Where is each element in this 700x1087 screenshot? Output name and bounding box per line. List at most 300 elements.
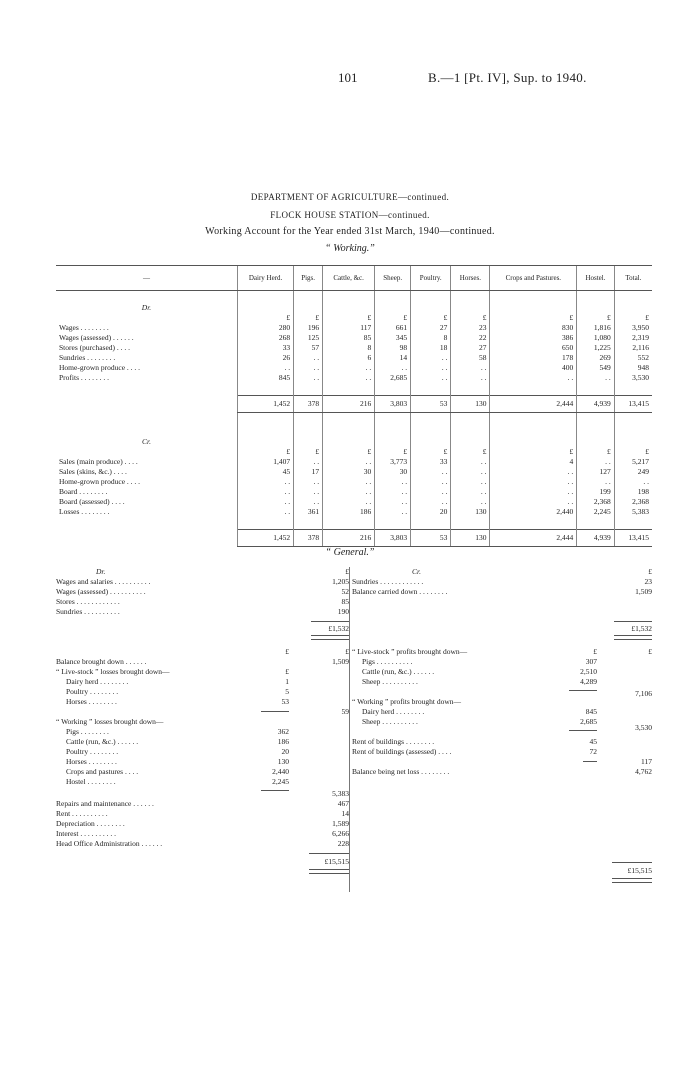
working-dr-cell: . . [375,363,411,373]
working-cr-cell: . . [451,457,490,467]
working-dr-cell: 1,225 [577,343,615,353]
working-spacer-cell [294,413,323,426]
general-dr-top-double-rule [311,635,349,640]
general-cr-bottom-total: £15,515 [627,866,652,875]
working-cr-cell: 3,773 [375,457,411,467]
working-cr-cell: 45 [238,467,294,477]
general-dr-livestock-item-row [56,687,349,697]
general-cr-rent-item-amount: 72 [589,747,597,756]
working-spacer-cell [614,517,652,530]
working-cr-cell: 33 [411,457,451,467]
general-dr-livestock-item-row [56,697,349,707]
working-dr-cell: 98 [375,343,411,353]
working-cr-cell: 361 [294,507,323,517]
working-dr-cell: . . [294,353,323,363]
working-spacer-cell [323,517,375,530]
general-cr-working-heading-text: “ Working ” profits brought down— [352,697,462,706]
working-dr-cell: 269 [577,353,615,363]
general-cr-working-total: 3,530 [635,723,652,732]
working-currency-cell: £ [294,447,323,457]
working-spacer-cell [490,291,577,304]
working-cr-row-label: Home-grown produce . . . . [59,477,141,486]
working-empty-cell [614,437,652,447]
general-dr-other-item-amount: 228 [337,839,349,848]
working-empty-cell [577,303,615,313]
general-cr-livestock-item-amount: 2,510 [580,667,597,676]
working-cr-cell: . . [323,487,375,497]
working-spacer-cell [490,413,577,426]
working-cr-cell: 5,383 [614,507,652,517]
working-cr-cell: 130 [451,507,490,517]
working-cr-row [56,507,652,517]
general-column-divider [349,567,350,892]
working-dr-row-label: Wages . . . . . . . . [59,323,109,332]
general-cr-top-total-row [352,617,652,633]
general-dr-working-item-amount: 362 [277,727,289,736]
working-cr-cell: . . [411,497,451,507]
working-dr-cell: . . [577,373,615,383]
working-column-header: Hostel. [577,266,615,291]
working-dr-cell: 27 [451,343,490,353]
working-dr-row [56,343,652,353]
working-dr-cell: 1,816 [577,323,615,333]
working-dr-cell: 650 [490,343,577,353]
general-dr-livestock-item-label: Poultry . . . . . . . . [66,687,119,696]
general-dr-item-label: Wages and salaries . . . . . . . . . . [56,577,151,586]
general-cr-working-item-row [352,717,652,727]
working-cr-row [56,487,652,497]
working-spacer-cell [490,517,577,530]
working-dr-cell: 280 [238,323,294,333]
working-empty-cell [375,303,411,313]
working-spacer-cell [614,291,652,304]
working-spacer-cell [451,517,490,530]
general-dr-bottom-double-rule [309,869,349,874]
working-column-header: Sheep. [375,266,411,291]
working-spacer-cell [238,517,294,530]
working-currency-cell: £ [490,313,577,323]
general-cr-livestock-item-row [352,677,652,687]
general-dr-livestock-rule [261,711,289,712]
working-dr-cell: 23 [451,323,490,333]
general-cr-working-item-amount: 2,685 [580,717,597,726]
general-cr-bottom-rule [612,862,652,863]
account-title: Working Account for the Year ended 31st March, 1940—continued. [205,226,495,237]
working-cr-cell: 2,368 [577,497,615,507]
general-dr-livestock-item-label: Dairy herd . . . . . . . . [66,677,129,686]
general-cr-heading-row [352,567,652,577]
working-spacer-cell [411,383,451,396]
working-dr-cell: 8 [323,343,375,353]
working-spacer-cell [375,517,411,530]
working-spacer-row [56,425,652,437]
general-cr-livestock-total: 7,106 [635,689,652,698]
working-account-table [56,265,652,547]
working-currency-cell: £ [614,447,652,457]
general-dr-working-item-row [56,727,349,737]
working-cr-row [56,477,652,487]
working-spacer-cell [375,425,411,437]
working-currency-cell: £ [238,313,294,323]
working-dr-cell: 26 [238,353,294,363]
general-cr-currency-1: £ [593,647,597,656]
general-cr-livestock-item-amount: 4,289 [580,677,597,686]
working-cr-cell: . . [375,497,411,507]
general-cr-net-loss-row [352,767,652,777]
working-currency-cell: £ [451,313,490,323]
general-dr-item-label: Stores . . . . . . . . . . . . [56,597,120,606]
working-dr-total-cell: 13,415 [614,396,652,413]
working-dr-cell: 661 [375,323,411,333]
working-dr-cell: 2,685 [375,373,411,383]
working-column-header: Poultry. [411,266,451,291]
working-cr-cell: 2,368 [614,497,652,507]
working-spacer-cell [294,425,323,437]
general-dr-currency-1: £ [285,647,289,656]
working-dr-cell: . . [451,363,490,373]
working-empty-cell [238,437,294,447]
working-currency-cell: £ [375,313,411,323]
working-column-header: Horses. [451,266,490,291]
working-cr-total-cell: 216 [323,530,375,547]
working-dr-cell: . . [323,373,375,383]
working-spacer-cell [238,383,294,396]
general-title: “ General.” [325,547,375,558]
general-cr-livestock-item-row [352,667,652,677]
working-cr-total-cell: 4,939 [577,530,615,547]
working-dr-cell: 14 [375,353,411,363]
working-cr-cell: 186 [323,507,375,517]
working-currency-cell: £ [411,313,451,323]
general-cr-top-rule [614,621,652,622]
working-title: “ Working.” [325,243,375,254]
working-cr-cell: . . [323,477,375,487]
working-dr-cell: 27 [411,323,451,333]
working-dr-cell: 3,950 [614,323,652,333]
general-cr-working-heading [352,697,652,707]
general-cr-currency: £ [648,567,652,576]
general-cr-rents-total-row [352,757,652,767]
general-cr-rent-item-amount: 45 [589,737,597,746]
working-spacer-cell [411,291,451,304]
working-cr-cell: . . [451,487,490,497]
working-dr-total-cell: 1,452 [238,396,294,413]
working-cr-row [56,457,652,467]
working-dr-cell: . . [323,363,375,373]
working-spacer-cell [577,413,615,426]
general-dr-other-item-row [56,809,349,819]
working-dr-cell: 125 [294,333,323,343]
working-dr-cell: 178 [490,353,577,363]
working-cr-cell: . . [490,467,577,477]
working-cr-total-row [56,530,652,547]
working-cr-cell: . . [294,457,323,467]
working-dr-cell: 345 [375,333,411,343]
working-dr-total-cell: 4,939 [577,396,615,413]
general-dr-other-item-amount: 1,589 [332,819,349,828]
working-dr-cell: 386 [490,333,577,343]
working-currency-cell: £ [490,447,577,457]
working-spacer-cell [294,383,323,396]
working-dr-row-label: Wages (assessed) . . . . . . [59,333,134,342]
general-cr-livestock-item-label: Sheep . . . . . . . . . . [362,677,418,686]
general-dr-top-total: £1,532 [328,624,349,633]
general-dr-working-item-amount: 20 [281,747,289,756]
general-cr-label: Cr. [412,567,421,576]
general-cr-working-item-row [352,707,652,717]
working-empty-cell [490,437,577,447]
general-cr-livestock-heading [352,647,652,657]
general-dr-working-item-amount: 2,245 [272,777,289,786]
working-cr-cell: 20 [411,507,451,517]
working-empty-cell [490,303,577,313]
working-cr-cell: . . [490,497,577,507]
working-spacer-cell [238,425,294,437]
working-dr-cell: 2,319 [614,333,652,343]
working-cr-row-label: Sales (skins, &c.) . . . . [59,467,127,476]
general-dr-other-item-label: Depreciation . . . . . . . . [56,819,125,828]
working-dr-row [56,373,652,383]
department-title: DEPARTMENT OF AGRICULTURE—continued. [250,192,450,202]
general-cr-rent-item-row [352,747,652,757]
working-empty-cell [411,437,451,447]
general-dr-balance-amount: 1,509 [332,657,349,666]
general-dr-working-item-row [56,757,349,767]
working-empty-cell [294,303,323,313]
working-cr-cell: . . [323,457,375,467]
general-dr-label: Dr. [96,567,106,576]
general-cr-working-rule [569,730,597,731]
working-spacer-cell [451,383,490,396]
general-dr-livestock-item-amount: 1 [285,677,289,686]
working-cr-cell: . . [411,467,451,477]
working-dr-total-cell: 2,444 [490,396,577,413]
working-empty-cell [294,437,323,447]
working-spacer-cell [56,291,238,304]
working-cr-cell: 2,245 [577,507,615,517]
working-currency-cell: £ [294,313,323,323]
working-dr-label-row [56,303,652,313]
working-dr-cell: 117 [323,323,375,333]
working-dr-cell: . . [294,373,323,383]
general-dr-other-item-row [56,819,349,829]
general-dr-item-label: Sundries . . . . . . . . . . [56,607,120,616]
general-dr-working-rule [261,790,289,791]
working-dr-total-row [56,396,652,413]
working-dr-cell: 33 [238,343,294,353]
working-dr-total-cell: 53 [411,396,451,413]
general-dr-working-item-label: Cattle (run, &c.) . . . . . . [66,737,139,746]
working-dr-cell: 948 [614,363,652,373]
working-dr-cell: 830 [490,323,577,333]
working-cr-cell: . . [375,477,411,487]
working-empty-cell [56,313,238,323]
working-spacer-cell [577,517,615,530]
working-spacer-cell [614,425,652,437]
general-dr-currency-2: £ [345,647,349,656]
general-dr-working-heading [56,717,349,727]
working-dr-cell: 6 [323,353,375,363]
working-cr-cell: 1,407 [238,457,294,467]
working-spacer-cell [294,291,323,304]
general-dr-working-item-row [56,767,349,777]
working-cr-cell: . . [323,497,375,507]
working-dr-total-cell: 378 [294,396,323,413]
general-cr-item-amount: 23 [644,577,652,586]
general-dr-item-row [56,577,349,587]
working-cr-cell: 198 [614,487,652,497]
general-debit-side [56,567,349,869]
working-cr-row-label: Losses . . . . . . . . [59,507,110,516]
general-cr-bottom-total-row [352,858,652,882]
general-cr-livestock-item-label: Cattle (run, &c.) . . . . . . [362,667,435,676]
working-dr-cell: . . [238,363,294,373]
working-cr-cell: 127 [577,467,615,477]
working-spacer-cell [490,383,577,396]
working-column-header: Total. [614,266,652,291]
general-cr-item-label: Balance carried down . . . . . . . . [352,587,448,596]
working-cr-cell: 249 [614,467,652,477]
working-cr-cell: . . [238,507,294,517]
working-cr-row [56,497,652,507]
working-currency-cell: £ [577,313,615,323]
working-spacer-cell [451,291,490,304]
working-empty-cell [323,437,375,447]
working-dr-cell: 8 [411,333,451,343]
working-cr-label: Cr. [142,437,151,446]
working-cr-cell: . . [490,487,577,497]
working-column-header: Pigs. [294,266,323,291]
general-dr-livestock-currency: £ [285,667,289,676]
general-dr-working-total-row [56,787,349,797]
general-dr-working-total: 5,383 [332,789,349,798]
general-dr-item-amount: 52 [341,587,349,596]
general-dr-working-item-label: Horses . . . . . . . . [66,757,117,766]
working-dr-row-label: Profits . . . . . . . . [59,373,110,382]
general-dr-top-total-row [56,617,349,633]
working-spacer-row [56,383,652,396]
working-dr-cell: . . [294,363,323,373]
working-corner-header: — [56,266,238,291]
working-spacer-cell [411,413,451,426]
working-empty-cell [56,530,238,547]
general-dr-livestock-item-row [56,677,349,687]
working-cr-currency-row [56,447,652,457]
working-cr-label-row [56,437,652,447]
working-cr-row-label: Board (assessed) . . . . [59,497,125,506]
working-dr-cell: 845 [238,373,294,383]
working-cr-total-cell: 378 [294,530,323,547]
general-dr-working-item-row [56,747,349,757]
general-dr-working-item-row [56,737,349,747]
working-dr-label: Dr. [141,303,152,312]
working-empty-cell [56,396,238,413]
working-cr-total-cell: 3,803 [375,530,411,547]
working-spacer-cell [323,291,375,304]
working-cr-cell: . . [451,477,490,487]
working-dr-cell: 268 [238,333,294,343]
working-currency-cell: £ [323,313,375,323]
general-dr-other-item-label: Rent . . . . . . . . . . [56,809,108,818]
working-dr-cell: 58 [451,353,490,363]
working-empty-cell [577,437,615,447]
working-dr-total-cell: 130 [451,396,490,413]
general-cr-rents-rule [583,761,597,762]
working-spacer-row [56,517,652,530]
general-dr-livestock-item-label: Horses . . . . . . . . [66,697,117,706]
working-currency-cell: £ [323,447,375,457]
general-dr-bottom-total: £15,515 [324,857,349,866]
general-cr-working-item-amount: 845 [585,707,597,716]
working-cr-cell: . . [238,477,294,487]
working-cr-row [56,467,652,477]
working-currency-cell: £ [451,447,490,457]
working-cr-cell: 199 [577,487,615,497]
working-currency-cell: £ [577,447,615,457]
working-empty-cell [238,303,294,313]
working-dr-cell: . . [451,373,490,383]
working-spacer-cell [56,517,238,530]
working-spacer-cell [577,291,615,304]
general-dr-item-row [56,597,349,607]
working-column-header: Cattle, &c. [323,266,375,291]
general-dr-item-row [56,607,349,617]
general-cr-livestock-heading-text: “ Live-stock ” profits brought down— [352,647,468,656]
general-cr-working-item-label: Sheep . . . . . . . . . . [362,717,418,726]
general-dr-item-amount: 85 [341,597,349,606]
working-empty-cell [375,437,411,447]
general-cr-currency-2: £ [648,647,652,656]
general-dr-other-item-row [56,799,349,809]
working-cr-cell: 30 [375,467,411,477]
working-column-header: Crops and Pastures. [490,266,577,291]
working-cr-cell: 5,217 [614,457,652,467]
working-empty-cell [614,303,652,313]
general-dr-top-rule [311,621,349,622]
working-dr-row [56,363,652,373]
working-spacer-row [56,291,652,304]
working-cr-cell: . . [490,477,577,487]
working-dr-cell: 57 [294,343,323,353]
working-dr-cell: 196 [294,323,323,333]
general-cr-livestock-item-amount: 307 [585,657,597,666]
working-dr-row [56,333,652,343]
general-cr-livestock-item-label: Pigs . . . . . . . . . . [362,657,413,666]
working-dr-cell: . . [411,373,451,383]
general-dr-heading-row [56,567,349,577]
general-cr-item-label: Sundries . . . . . . . . . . . . [352,577,424,586]
general-dr-other-item-label: Repairs and maintenance . . . . . . [56,799,154,808]
general-dr-working-item-label: Poultry . . . . . . . . [66,747,119,756]
working-dr-cell: 400 [490,363,577,373]
working-dr-total-cell: 3,803 [375,396,411,413]
general-dr-other-item-amount: 14 [341,809,349,818]
working-spacer-cell [490,425,577,437]
working-cr-cell: . . [451,497,490,507]
general-cr-working-item-label: Dairy herd . . . . . . . . [362,707,425,716]
general-cr-item-row [352,587,652,597]
general-dr-bottom-rule [309,853,349,854]
working-dr-row-label: Home-grown produce . . . . [59,363,141,372]
general-cr-top-total: £1,532 [631,624,652,633]
working-spacer-cell [56,425,238,437]
working-dr-row-label: Sundries . . . . . . . . [59,353,116,362]
working-cr-cell: 4 [490,457,577,467]
general-cr-net-loss-label: Balance being net loss . . . . . . . . [352,767,450,776]
working-currency-cell: £ [238,447,294,457]
general-dr-other-item-amount: 6,266 [332,829,349,838]
working-cr-cell: . . [294,477,323,487]
